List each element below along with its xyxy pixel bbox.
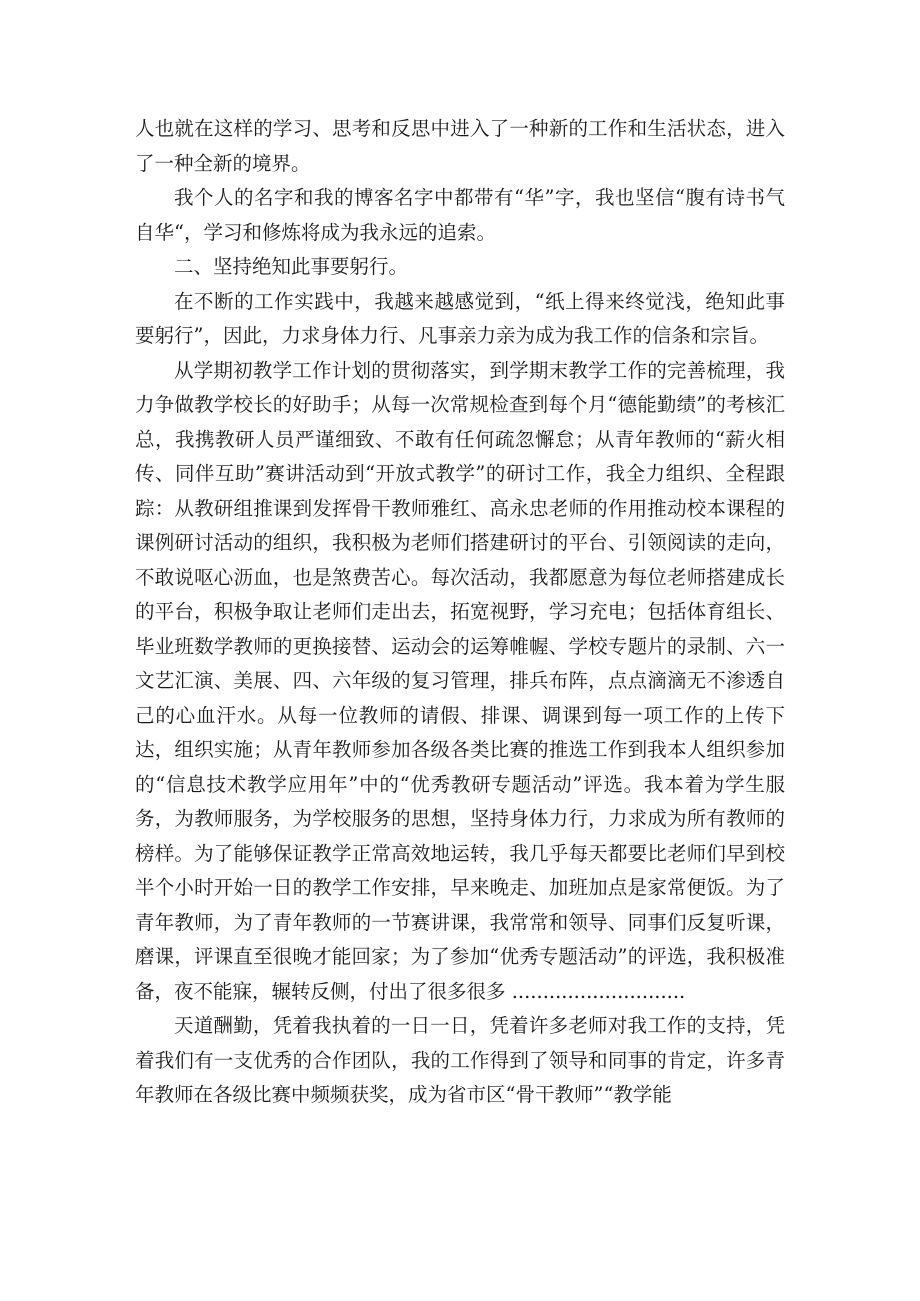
paragraph-continued: 人也就在这样的学习、思考和反思中进入了一种新的工作和生活状态，进入了一种全新的境界。 bbox=[135, 117, 785, 175]
document-body bbox=[135, 112, 785, 1113]
paragraph-diligence: 天道酬勤，凭着我执着的一日一日，凭着许多老师对我工作的支持，凭着我们有一支优秀的合作团队，我的工作得到了领导和同事的肯定，许多青年教师在各级比赛中频频获奖，成为省市区“骨干教师”“教学能 bbox=[135, 1014, 785, 1106]
paragraph-practice: 在不断的工作实践中，我越来越感觉到，“纸上得来终觉浅，绝知此事要躬行”，因此，力求身体力行、凡事亲力亲为成为我工作的信条和宗旨。 bbox=[135, 289, 785, 347]
section-heading-2: 二、坚持绝知此事要躬行。 bbox=[174, 255, 409, 278]
paragraph-name-hua: 我个人的名字和我的博客名字中都带有“华”字，我也坚信“腹有诗书气自华“，学习和修炼将成为我永远的追索。 bbox=[135, 186, 785, 244]
paragraph-semester-work: 从学期初教学工作计划的贯彻落实，到学期末教学工作的完善梳理，我力争做教学校长的好助手；从每一次常规检查到每个月“德能勤绩”的考核汇总，我携教研人员严谨细致、不敢有任何疏忽懈怠；从青年教师的“薪火相传、同伴互助”赛讲活动到“开放式教学”的研讨工作，我全力组织、全程跟踪：从教研组推课到发挥骨干教师雅红、高永忠老师的作用推动校本课程的课例研讨活动的组织，我积极为老师们搭建研讨的平台、引领阅读的走向，不敢说呕心沥血，也是煞费苦心。每次活动，我都愿意为每位老师搭建成长的平台，积极争取让老师们走出去，拓宽视野，学习充电；包括体育组长、毕业班数学教师的更换接替、运动会的运筹帷幄、学校专题片的录制、六一文艺汇演、美展、四、六年级的复习管理，排兵布阵，点点滴滴无不渗透自己的心血汗水。从每一位教师的请假、排课、调课到每一项工作的上传下达，组织实施；从青年教师参加各级各类比赛的推选工作到我本人组织参加的“信息技术教学应用年”中的“优秀教研专题活动”评选。我本着为学生服务，为教师服务，为学校服务的思想，坚持身体力行，力求成为所有教师的榜样。为了能够保证教学正常高效地运转，我几乎每天都要比老师们早到校半个小时开始一日的教学工作安排，早来晚走、加班加点是家常便饭。为了青年教师，为了青年教师的一节赛讲课，我常常和领导、同事们反复听课，磨课，评课直至很晚才能回家；为了参加“优秀专题活动”的评选，我积极准备，夜不能寐，辗转反侧，付出了很多很多 ............................ bbox=[135, 358, 785, 1003]
